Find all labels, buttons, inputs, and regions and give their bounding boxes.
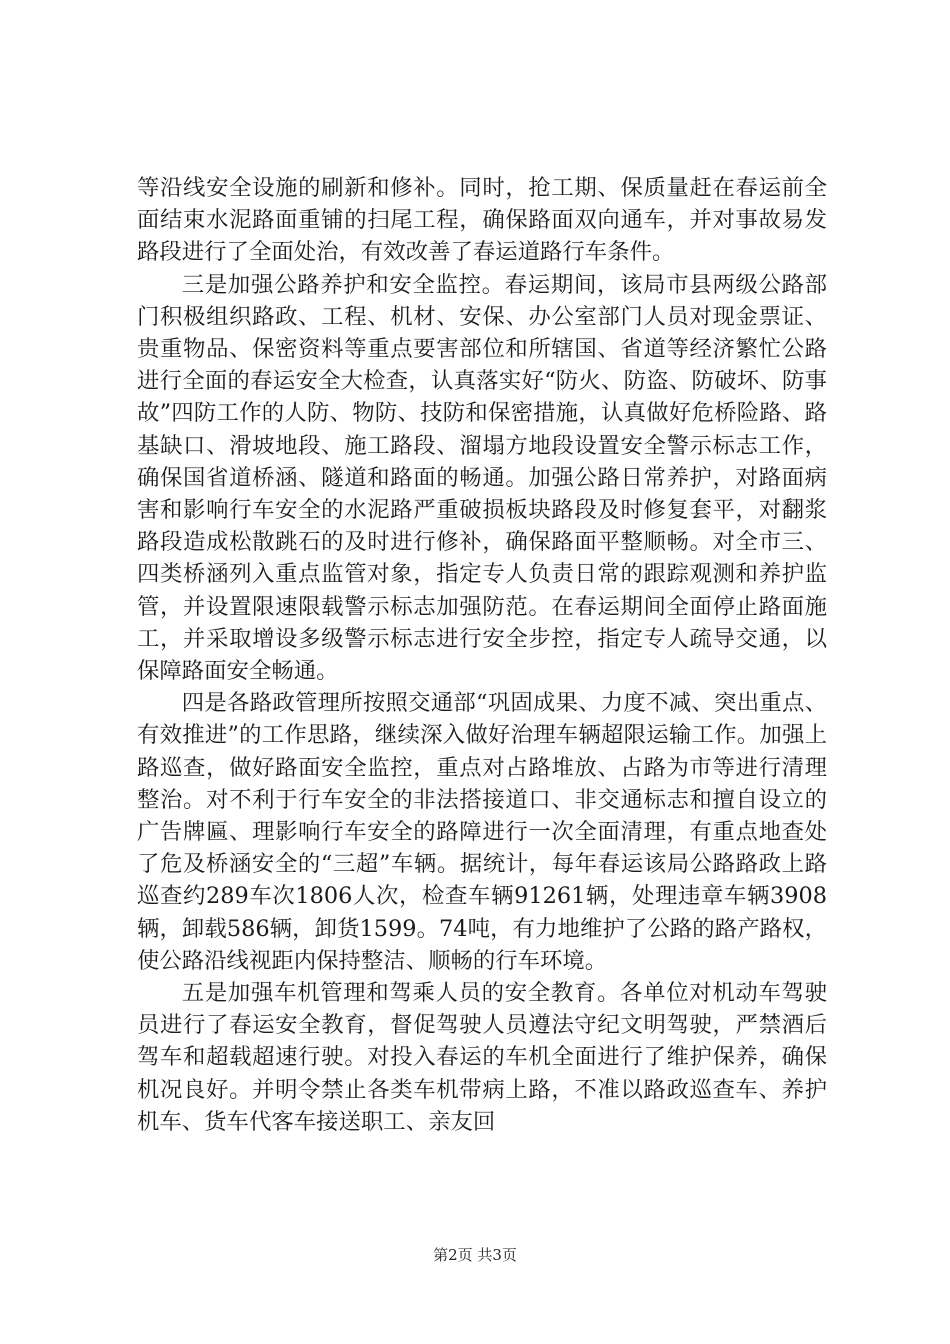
paragraph-road-maintenance: 三是加强公路养护和安全监控。春运期间，该局市县两级公路部门积极组织路政、工程、机材、安保、办公室部门人员对现金票证、贵重物品、保密资料等重点要害部位和所辖国、省道等经济繁忙公路进行全面的春运安全大检查，认真落实好“防火、防盗、防破坏、防事故”四防工作的人防、物防、技防和保密措施，认真做好危桥险路、路基缺口、滑坡地段、施工路段、溜塌方地段设置安全警示标志工作，确保国省道桥涵、隧道和路面的畅通。加强公路日常养护，对路面病害和影响行车安全的水泥路严重破损板块路段及时修复套平，对翻浆路段造成松散跳石的及时进行修补，确保路面平整顺畅。对全市三、四类桥涵列入重点监管对象，指定专人负责日常的跟踪观测和养护监管，并设置限速限载警示标志加强防范。在春运期间全面停止路面施工，并采取增设多级警示标志进行安全步控，指定专人疏导交通，以保障路面安全畅通。	[137, 271, 827, 685]
paragraph-road-administration: 四是各路政管理所按照交通部“巩固成果、力度不减、突出重点、有效推进”的工作思路，继续深入做好治理车辆超限运输工作。加强上路巡查，做好路面安全监控，重点对占路堆放、占路为市等进行清理整治。对不利于行车安全的非法搭接道口、非交通标志和擅自设立的广告牌匾、理影响行车安全的路障进行一次全面清理，有重点地查处了危及桥涵安全的“三超”车辆。据统计，每年春运该局公路路政上路巡查约289车次1806人次，检查车辆91261辆，处理违章车辆3908辆，卸载586辆，卸货1599。74吨，有力地维护了公路的路产路权，使公路沿线视距内保持整洁、顺畅的行车环境。	[137, 690, 827, 974]
paragraph-vehicle-management: 五是加强车机管理和驾乘人员的安全教育。各单位对机动车驾驶员进行了春运安全教育，督促驾驶人员遵法守纪文明驾驶，严禁酒后驾车和超载超速行驶。对投入春运的车机全面进行了维护保养，确保机况良好。并明令禁止各类车机带病上路，不准以路政巡查车、养护机车、货车代客车接送职工、亲友回	[137, 980, 827, 1135]
paragraph-continuation: 等沿线安全设施的刷新和修补。同时，抢工期、保质量赶在春运前全面结束水泥路面重铺的扫尾工程，确保路面双向通车，并对事故易发路段进行了全面处治，有效改善了春运道路行车条件。	[137, 175, 827, 266]
document-body	[137, 172, 827, 1138]
page-footer: 第2页 共3页	[433, 1246, 517, 1264]
